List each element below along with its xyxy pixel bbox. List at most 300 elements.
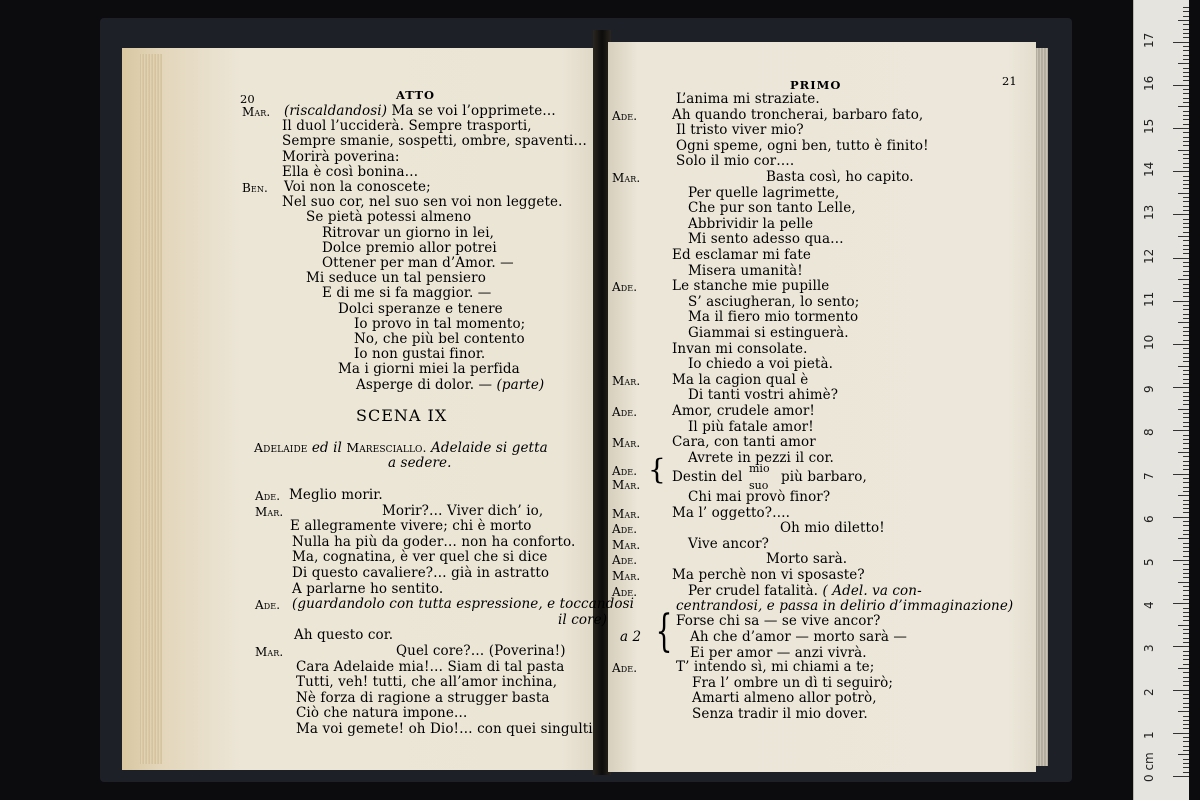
ruler-tick	[1183, 223, 1189, 224]
right2-line: Ma l’ oggetto?….	[672, 504, 791, 521]
left2-line: Nè forza di ragione a strugger basta	[296, 689, 550, 706]
ruler-tick	[1183, 638, 1189, 639]
right2-speaker: Mar.	[612, 506, 641, 521]
ruler-tick	[1183, 262, 1189, 263]
ruler-tick	[1183, 240, 1189, 241]
right-line: Le stanche mie pupille	[672, 278, 830, 295]
ruler-tick	[1183, 595, 1189, 596]
ruler-tick	[1183, 504, 1189, 505]
ruler-tick	[1183, 629, 1189, 630]
left2-line: Quel core?… (Poverina!)	[396, 643, 566, 659]
ruler-tick	[1183, 115, 1189, 116]
ruler-tick	[1183, 24, 1189, 25]
right-line: Il tristo viver mio?	[676, 122, 804, 139]
left-line: Se pietà potessi almeno	[306, 209, 472, 226]
ruler-tick	[1183, 348, 1189, 349]
ruler-number: 9	[1142, 385, 1156, 394]
ruler-tick	[1183, 439, 1189, 440]
left-speaker: Ben.	[242, 181, 268, 195]
right3-speaker: Ade.	[612, 661, 638, 675]
scene-description-line-1: Adelaide ed il Maresciallo. Adelaide si getta	[254, 440, 548, 456]
right-line: Solo il mio cor….	[676, 153, 795, 170]
ruler-tick	[1183, 720, 1189, 721]
ruler-tick	[1183, 29, 1189, 30]
ruler-number: 17	[1142, 32, 1156, 48]
ruler-tick	[1183, 219, 1189, 220]
right-line: Mi sento adesso qua…	[688, 231, 844, 248]
ruler-tick	[1183, 206, 1189, 207]
ruler-tick	[1183, 353, 1189, 354]
ruler-number: 3	[1142, 644, 1156, 653]
ruler-tick	[1173, 474, 1189, 475]
ruler-tick	[1183, 469, 1189, 470]
right-speaker: Mar.	[612, 373, 641, 388]
ruler-tick	[1183, 512, 1189, 513]
ruler-tick	[1183, 642, 1189, 643]
ruler-tick	[1183, 188, 1189, 189]
right-speaker: Ade.	[612, 280, 638, 295]
a2-line-2: Ah che d’amor — morto sarà —	[690, 629, 908, 645]
ruler-tick	[1178, 625, 1189, 626]
ruler-tick	[1183, 487, 1189, 488]
ruler-tick	[1183, 564, 1189, 565]
ruler-tick	[1178, 20, 1189, 21]
ruler-number: 15	[1142, 118, 1156, 134]
duet-line-a: Destin del	[672, 469, 743, 485]
left2-line: Ciò che natura impone…	[296, 705, 468, 722]
ruler-tick	[1183, 633, 1189, 634]
ruler-tick	[1173, 733, 1189, 734]
right3-line: Senza tradir il mio dover.	[692, 705, 868, 722]
ruler-tick	[1183, 201, 1189, 202]
ruler-tick	[1183, 417, 1189, 418]
ruler-number: 0 cm	[1142, 752, 1156, 782]
ruler-tick	[1183, 93, 1189, 94]
ruler-tick	[1183, 318, 1189, 319]
ruler-tick	[1183, 422, 1189, 423]
ruler-tick	[1183, 772, 1189, 773]
left2-line: Ah questo cor.	[294, 627, 394, 644]
ruler-tick	[1183, 491, 1189, 492]
ruler-tick	[1183, 556, 1189, 557]
ruler-tick	[1178, 452, 1189, 453]
ruler-tick	[1183, 137, 1189, 138]
ruler-tick	[1183, 685, 1189, 686]
left-line: Asperge di dolor. — (parte)	[356, 376, 545, 393]
ruler-tick	[1183, 340, 1189, 341]
ruler-tick	[1183, 210, 1189, 211]
ruler-tick	[1183, 89, 1189, 90]
left-line: E di me si fa maggior. —	[322, 285, 492, 302]
ruler-tick	[1183, 461, 1189, 462]
ruler-tick	[1183, 132, 1189, 133]
ruler-tick	[1183, 374, 1189, 375]
ruler-tick	[1183, 163, 1189, 164]
a2-brace: {	[655, 606, 673, 657]
ruler-tick	[1173, 517, 1189, 518]
right-line: Ogni speme, ogni ben, tutto è finito!	[676, 137, 929, 154]
ruler-tick	[1183, 68, 1189, 69]
scene-title: SCENA IX	[356, 406, 448, 425]
ruler-tick	[1183, 245, 1189, 246]
ruler-tick	[1173, 258, 1189, 259]
ruler-number: 7	[1142, 471, 1156, 480]
ruler-tick	[1183, 608, 1189, 609]
ruler-tick	[1183, 284, 1189, 285]
ruler-tick	[1183, 7, 1189, 8]
duet-line-b: più barbaro,	[781, 469, 867, 485]
right2-speaker: Ade.	[612, 553, 638, 568]
ruler-tick	[1183, 227, 1189, 228]
ruler-tick	[1183, 750, 1189, 751]
ruler-tick	[1183, 197, 1189, 198]
ruler-tick	[1183, 327, 1189, 328]
measurement-ruler	[1133, 0, 1189, 800]
ruler-tick	[1178, 106, 1189, 107]
ruler-tick	[1183, 543, 1189, 544]
ruler-tick	[1178, 582, 1189, 583]
ruler-tick	[1183, 33, 1189, 34]
ruler-tick	[1183, 767, 1189, 768]
ruler-tick	[1183, 271, 1189, 272]
right-speaker: Ade.	[612, 405, 638, 419]
scene-description-line-2: a sedere.	[388, 455, 452, 471]
right2-line: Morto sarà.	[766, 551, 848, 568]
duet-brace: {	[648, 453, 666, 486]
ruler-tick	[1183, 275, 1189, 276]
left-line: Dolce premio allor potrei	[322, 239, 497, 256]
ruler-tick	[1183, 655, 1189, 656]
duet-speaker-1: Ade.	[612, 464, 638, 478]
ruler-tick	[1183, 396, 1189, 397]
ruler-tick	[1183, 141, 1189, 142]
ruler-tick	[1183, 664, 1189, 665]
right2-line: Vive ancor?	[688, 535, 769, 552]
left-running-head: ATTO	[396, 88, 436, 102]
ruler-tick	[1183, 651, 1189, 652]
ruler-tick	[1183, 124, 1189, 125]
ruler-tick	[1183, 11, 1189, 12]
ruler-tick	[1173, 387, 1189, 388]
ruler-tick	[1183, 500, 1189, 501]
ruler-tick	[1183, 759, 1189, 760]
ruler-tick	[1183, 296, 1189, 297]
ruler-tick	[1173, 776, 1189, 777]
right-line: Di tanti vostri ahimè?	[688, 387, 839, 404]
ruler-tick	[1183, 72, 1189, 73]
right-running-head: PRIMO	[790, 78, 842, 92]
right-line: Giammai si estinguerà.	[688, 325, 849, 341]
left-page-number: 20	[240, 92, 255, 106]
a2-label: a 2	[620, 629, 642, 645]
ruler-tick	[1173, 128, 1189, 129]
ruler-tick	[1178, 193, 1189, 194]
left2-speaker: Mar.	[255, 645, 284, 659]
ruler-tick	[1183, 292, 1189, 293]
left-line: Ottener per man d’Amor. —	[322, 255, 514, 271]
ruler-tick	[1183, 551, 1189, 552]
ruler-tick	[1183, 266, 1189, 267]
ruler-tick	[1183, 98, 1189, 99]
ruler-tick	[1183, 379, 1189, 380]
ruler-number: 16	[1142, 75, 1156, 91]
right3-line: T’ intendo sì, mi chiami a te;	[676, 659, 875, 675]
duet-sub: suo	[749, 479, 769, 492]
left-line: Voi non la conoscete;	[284, 179, 431, 195]
ruler-tick	[1173, 646, 1189, 647]
a2-line-3: Ei per amor — anzi vivrà.	[690, 645, 867, 661]
left-speaker: Mar.	[242, 105, 271, 119]
ruler-tick	[1178, 279, 1189, 280]
ruler-tick	[1183, 400, 1189, 401]
ruler-tick	[1183, 672, 1189, 673]
left2-line: Ma, cognatina, è ver quel che si dice	[292, 549, 548, 566]
ruler-tick	[1178, 366, 1189, 367]
ruler-tick	[1183, 694, 1189, 695]
right2-line: Oh mio diletto!	[780, 520, 885, 537]
ruler-tick	[1178, 754, 1189, 755]
ruler-tick	[1183, 154, 1189, 155]
right-line: Per quelle lagrimette,	[688, 184, 840, 201]
ruler-tick	[1183, 478, 1189, 479]
ruler-tick	[1183, 448, 1189, 449]
ruler-tick	[1183, 392, 1189, 393]
left-line: Sempre smanie, sospetti, ombre, spaventi…	[282, 133, 588, 150]
ruler-tick	[1183, 145, 1189, 146]
ruler-tick	[1178, 711, 1189, 712]
right-line: Ed esclamar mi fate	[672, 247, 811, 263]
ruler-tick	[1183, 180, 1189, 181]
right2-speaker: Ade.	[612, 522, 638, 537]
right-speaker: Mar.	[612, 436, 641, 451]
left2-line: E allegramente vivere; chi è morto	[290, 518, 532, 535]
ruler-tick	[1183, 741, 1189, 742]
ruler-tick	[1183, 158, 1189, 159]
ruler-tick	[1173, 301, 1189, 302]
left2-line: Tutti, veh! tutti, che all’amor inchina,	[296, 674, 558, 691]
left2-line: Meglio morir.	[289, 487, 383, 503]
ruler-tick	[1183, 525, 1189, 526]
ruler-tick	[1183, 456, 1189, 457]
ruler-tick	[1183, 335, 1189, 336]
ruler-tick	[1183, 716, 1189, 717]
ruler-tick	[1173, 85, 1189, 86]
right2-speaker: Ade.	[612, 584, 638, 599]
left-line: Ma i giorni miei la perfida	[338, 361, 520, 378]
ruler-tick	[1178, 63, 1189, 64]
ruler-tick	[1183, 357, 1189, 358]
left2-speaker: Ade.	[255, 489, 281, 503]
ruler-tick	[1183, 309, 1189, 310]
right3-line: Fra l’ ombre un dì ti seguirò;	[692, 674, 894, 691]
ruler-tick	[1183, 55, 1189, 56]
ruler-tick	[1183, 111, 1189, 112]
left2-line: Di questo cavaliere?… già in astratto	[292, 565, 550, 581]
ruler-tick	[1183, 46, 1189, 47]
ruler-tick	[1183, 253, 1189, 254]
left2-line: (guardandolo con tutta espressione, e toccandosi	[292, 596, 635, 613]
duet-speaker-2: Mar.	[612, 478, 641, 492]
ruler-tick	[1183, 465, 1189, 466]
left-line: Morirà poverina:	[282, 148, 400, 165]
ruler-tick	[1178, 150, 1189, 151]
ruler-tick	[1183, 569, 1189, 570]
ruler-tick	[1183, 413, 1189, 414]
ruler-tick	[1183, 724, 1189, 725]
ruler-tick	[1173, 560, 1189, 561]
right-line: Che pur son tanto Lelle,	[688, 200, 856, 217]
right2-line: centrandosi, e passa in delirio d’immaginazione)	[676, 598, 1014, 615]
ruler-number: 2	[1142, 687, 1156, 696]
right-line: Ma il fiero mio tormento	[688, 309, 859, 326]
ruler-tick	[1183, 763, 1189, 764]
right-line: S’ asciugheran, lo sento;	[688, 293, 860, 310]
left2-line: Morir?… Viver dich’ io,	[382, 502, 544, 519]
ruler-number: 11	[1142, 291, 1156, 307]
left-line: Ritrovar un giorno in lei,	[322, 224, 495, 241]
right2-line: Chi mai provò finor?	[688, 489, 831, 505]
ruler-number: 1	[1142, 731, 1156, 739]
ruler-tick	[1183, 659, 1189, 660]
right-speaker: Mar.	[612, 171, 641, 185]
ruler-tick	[1183, 119, 1189, 120]
left2-line: A parlarne ho sentito.	[292, 580, 444, 597]
ruler-tick	[1183, 404, 1189, 405]
ruler-tick	[1183, 426, 1189, 427]
ruler-tick	[1173, 42, 1189, 43]
left-line: No, che più bel contento	[354, 331, 525, 347]
ruler-tick	[1183, 616, 1189, 617]
ruler-tick	[1183, 288, 1189, 289]
ruler-tick	[1173, 430, 1189, 431]
ruler-number: 5	[1142, 558, 1156, 566]
ruler-tick	[1183, 443, 1189, 444]
ruler-tick	[1183, 383, 1189, 384]
ruler-tick	[1183, 530, 1189, 531]
ruler-tick	[1183, 590, 1189, 591]
ruler-tick	[1183, 482, 1189, 483]
ruler-tick	[1173, 171, 1189, 172]
ruler-number: 10	[1142, 334, 1156, 350]
right-line: Basta così, ho capito.	[766, 169, 914, 185]
ruler-tick	[1183, 737, 1189, 738]
left2-speaker: Mar.	[255, 504, 284, 519]
left-line: Dolci speranze e tenere	[338, 300, 503, 317]
ruler-tick	[1183, 331, 1189, 332]
right-line: Cara, con tanti amor	[672, 434, 816, 451]
ruler-tick	[1183, 707, 1189, 708]
ruler-number: 4	[1142, 601, 1156, 610]
ruler-tick	[1178, 322, 1189, 323]
ruler-tick	[1178, 236, 1189, 237]
ruler-tick	[1178, 668, 1189, 669]
ruler-tick	[1183, 681, 1189, 682]
ruler-tick	[1183, 50, 1189, 51]
right2-line: Ma perchè non vi sposaste?	[672, 567, 865, 583]
left2-line: il core)	[558, 611, 608, 628]
ruler-tick	[1183, 508, 1189, 509]
ruler-tick	[1173, 344, 1189, 345]
right-line: Misera umanità!	[688, 262, 803, 279]
left-line: Ella è così bonina…	[282, 163, 419, 180]
right-line: Io chiedo a voi pietà.	[688, 356, 833, 373]
ruler-tick	[1178, 495, 1189, 496]
ruler-tick	[1183, 435, 1189, 436]
right-line: Il più fatale amor!	[688, 418, 814, 435]
ruler-tick	[1173, 214, 1189, 215]
left-line: (riscaldandosi) Ma se voi l’opprimete…	[284, 103, 556, 119]
ruler-number: 6	[1142, 515, 1156, 523]
left-page-edges	[140, 54, 162, 764]
ruler-tick	[1178, 538, 1189, 539]
ruler-tick	[1183, 746, 1189, 747]
ruler-tick	[1183, 612, 1189, 613]
left2-line: Cara Adelaide mia!… Siam di tal pasta	[296, 658, 565, 675]
ruler-tick	[1178, 409, 1189, 410]
ruler-tick	[1183, 728, 1189, 729]
left-line: Il duol l’ucciderà. Sempre trasporti,	[282, 118, 532, 135]
right-page-number: 21	[1002, 74, 1017, 88]
ruler-tick	[1183, 314, 1189, 315]
ruler-tick	[1183, 80, 1189, 81]
left2-line: Nulla ha più da goder… non ha conforto.	[292, 533, 576, 550]
right-line: Ah quando troncherai, barbaro fato,	[672, 106, 924, 123]
right2-speaker: Mar.	[612, 537, 641, 552]
right-line: Amor, crudele amor!	[672, 403, 815, 419]
ruler-tick	[1183, 37, 1189, 38]
ruler-tick	[1183, 577, 1189, 578]
ruler-number: 12	[1142, 248, 1156, 264]
right-line: Invan mi consolate.	[672, 340, 808, 357]
ruler-number: 14	[1142, 161, 1156, 178]
ruler-tick	[1183, 16, 1189, 17]
right-page-edges	[1036, 48, 1048, 766]
ruler-tick	[1183, 249, 1189, 250]
ruler-tick	[1183, 573, 1189, 574]
ruler-tick	[1183, 184, 1189, 185]
right-line: Abbrividir la pelle	[688, 215, 814, 232]
ruler-tick	[1183, 176, 1189, 177]
ruler-tick	[1183, 521, 1189, 522]
ruler-tick	[1183, 76, 1189, 77]
left-line: Io provo in tal momento;	[354, 315, 526, 332]
right3-line: Amarti almeno allor potrò,	[692, 690, 877, 707]
ruler-tick	[1183, 703, 1189, 704]
a2-line-1: Forse chi sa — se vive ancor?	[676, 613, 881, 629]
ruler-tick	[1183, 677, 1189, 678]
ruler-number: 13	[1142, 205, 1156, 221]
ruler-tick	[1183, 698, 1189, 699]
ruler-tick	[1173, 603, 1189, 604]
ruler-tick	[1183, 534, 1189, 535]
ruler-tick	[1183, 599, 1189, 600]
right2-speaker: Mar.	[612, 569, 641, 583]
ruler-tick	[1183, 547, 1189, 548]
ruler-tick	[1183, 232, 1189, 233]
left2-line: Ma voi gemete! oh Dio!… con quei singulti	[296, 721, 593, 737]
right2-line: Per crudel fatalità. ( Adel. va con-	[688, 582, 922, 599]
right-line: L’anima mi straziate.	[676, 91, 820, 107]
ruler-tick	[1183, 305, 1189, 306]
left2-speaker: Ade.	[255, 598, 281, 613]
ruler-tick	[1183, 102, 1189, 103]
duet-sup: mio	[749, 462, 770, 475]
ruler-tick	[1183, 361, 1189, 362]
left-line: Nel suo cor, nel suo sen voi non leggete.	[282, 194, 563, 211]
ruler-tick	[1183, 167, 1189, 168]
right-line: Ma la cagion qual è	[672, 371, 809, 388]
ruler-tick	[1183, 620, 1189, 621]
